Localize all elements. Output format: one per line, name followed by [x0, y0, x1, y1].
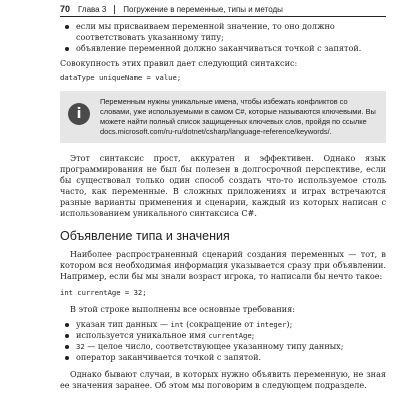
list-item: оператор заканчивается точкой с запятой.	[60, 352, 386, 363]
page-number: 70	[60, 4, 71, 14]
top-bullet-list	[60, 21, 386, 54]
paragraph: Этот синтаксис прост, аккуратен и эффективен. Однако язык программирования не был бы полезен в долгосрочной перспективе, если бы существовал только один способ создать что-то используемое столь часто, как переменные. В сложных приложениях и играх встречаются разные варианты применения и сценарии, каждый из которых написан с использованием уникального синтаксиса C#.	[60, 153, 386, 218]
paragraph: Однако бывают случаи, в которых нужно объявить переменную, не зная ее значения заранее. Об этом мы поговорим в следующем подразделе.	[60, 369, 386, 390]
section-title: Объявление типа и значения	[60, 229, 230, 243]
paragraph: Наиболее распространенный сценарий создания переменных — тот, в котором вся необходимая информация указывается сразу при объявлении. Например, если бы мы знали возраст игрока, то написали бы нечто такое:	[60, 249, 386, 281]
note-text: Переменным нужны уникальные имена, чтобы избежать конфликтов со словами, уже используемыми в самом C#, которые называются ключевыми. Вы можете найти полный список защищенных ключевых слов, пройдя по ссылке docs.microsoft.com/ru-ru/dotnet/csharp/language-reference/keywords/.	[100, 97, 376, 136]
bullet-icon	[65, 334, 69, 338]
requirements-list	[60, 319, 386, 363]
bullet-icon	[65, 25, 69, 29]
header-divider	[114, 5, 115, 14]
bullet-icon	[65, 345, 69, 349]
bullet-icon	[65, 356, 69, 360]
chapter-label: Глава 3	[78, 4, 107, 14]
running-header	[60, 0, 386, 17]
list-item: объявление переменной должно заканчиваться точкой с запятой.	[60, 43, 386, 54]
info-icon: i	[68, 103, 90, 125]
syntax-intro: Совокупность этих правил дает следующий синтаксис:	[60, 58, 298, 68]
requirements-intro: В этой строке выполнены все основные требования:	[70, 304, 295, 314]
list-item: 32 — целое число, соответствующее указанному типу данных;	[60, 341, 386, 352]
list-item: если мы присваиваем переменной значение, то оно должно соответствовать указанному типу;	[60, 21, 386, 43]
bullet-icon	[65, 47, 69, 51]
bullet-icon	[65, 323, 69, 327]
chapter-title: Погружение в переменные, типы и методы	[123, 4, 283, 14]
note-box	[60, 91, 386, 143]
list-item: указан тип данных — int (сокращение от integer);	[60, 319, 386, 330]
example-code: int currentAge = 32;	[60, 288, 147, 297]
syntax-code: dataType uniqueName = value;	[60, 73, 182, 82]
list-item: используется уникальное имя currentAge;	[60, 330, 386, 341]
